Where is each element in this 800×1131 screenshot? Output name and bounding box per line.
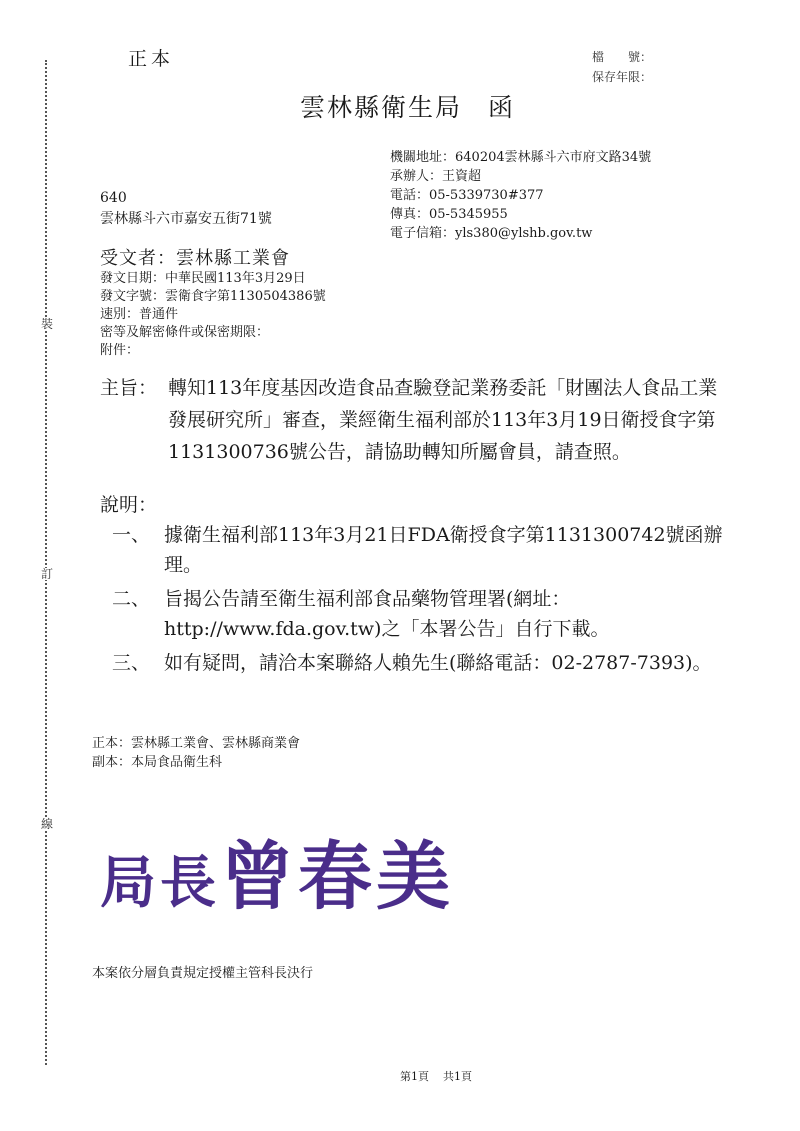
page-current: 第1頁	[400, 1070, 429, 1083]
item-text: 如有疑問，請洽本案聯絡人賴先生(聯絡電話：02-2787-7393)。	[164, 652, 712, 674]
doc-type: 函	[488, 93, 516, 122]
binding-mark-xian: 線	[40, 817, 53, 831]
page-number	[400, 1068, 486, 1084]
attachment: 附件：	[100, 343, 140, 358]
binding-mark-ding: 訂	[40, 567, 53, 581]
contact-block	[390, 148, 651, 243]
doc-meta	[100, 270, 326, 360]
signature-title: 局長	[100, 850, 220, 916]
item-number: 二、	[112, 588, 151, 610]
phone: 電話：05-5339730#377	[390, 188, 544, 203]
item-number: 一、	[112, 524, 151, 546]
postal-code: 640	[100, 190, 127, 206]
item-text: 旨揭公告請至衛生福利部食品藥物管理署(網址：http://www.fda.gov.tw)之「本署公告」自行下載。	[164, 588, 610, 640]
speed: 速別：普通件	[100, 307, 179, 322]
authorization-note: 本案依分層負責規定授權主管科長決行	[92, 966, 314, 981]
street-address: 雲林縣斗六市嘉安五街71號	[100, 211, 272, 227]
list-item	[112, 520, 732, 580]
email: 電子信箱：yls380@ylshb.gov.tw	[390, 226, 593, 241]
page-title	[300, 88, 515, 124]
signature-stamp	[100, 818, 454, 924]
explanation-label: 說明：	[100, 494, 158, 516]
retention-label: 保存年限：	[592, 70, 653, 84]
item-text: 據衛生福利部113年3月21日FDA衛授食字第1131300742號函辦理。	[164, 524, 723, 576]
distribution	[92, 734, 300, 772]
file-number-label: 檔 號：	[592, 50, 653, 64]
explanation-list	[112, 520, 732, 682]
secrecy: 密等及解密條件或保密期限：	[100, 325, 270, 340]
binding-line	[45, 60, 47, 1065]
agency-name: 雲林縣衛生局	[300, 93, 463, 122]
issue-date: 發文日期：中華民國113年3月29日	[100, 271, 306, 286]
doc-copy-label: 正本	[128, 48, 175, 70]
recipient: 受文者：雲林縣工業會	[100, 248, 290, 269]
doc-number: 發文字號：雲衛食字第1130504386號	[100, 289, 326, 304]
copy-recipients: 副本：本局食品衛生科	[92, 755, 223, 770]
subject-text: 轉知113年度基因改造食品查驗登記業務委託「財團法人食品工業發展研究所」審查，業經衛生福利部於113年3月19日衛授食字第1131300736號公告，請協助轉知所屬會員，請查照。	[168, 377, 718, 463]
list-item	[112, 584, 732, 644]
list-item	[112, 648, 732, 678]
signature-name: 曾春美	[220, 834, 454, 920]
agency-address: 機關地址：640204雲林縣斗六市府文路34號	[390, 150, 652, 165]
original-recipients: 正本：雲林縣工業會、雲林縣商業會	[92, 736, 301, 751]
binding-mark-zhuang: 裝	[40, 317, 53, 331]
subject-section	[100, 372, 740, 468]
recipient-address	[100, 188, 272, 230]
handler: 承辦人：王資超	[390, 169, 482, 184]
subject-label: 主旨：	[100, 377, 158, 399]
fax: 傳真：05-5345955	[390, 207, 508, 222]
page-total: 共1頁	[443, 1070, 472, 1083]
item-number: 三、	[112, 652, 151, 674]
